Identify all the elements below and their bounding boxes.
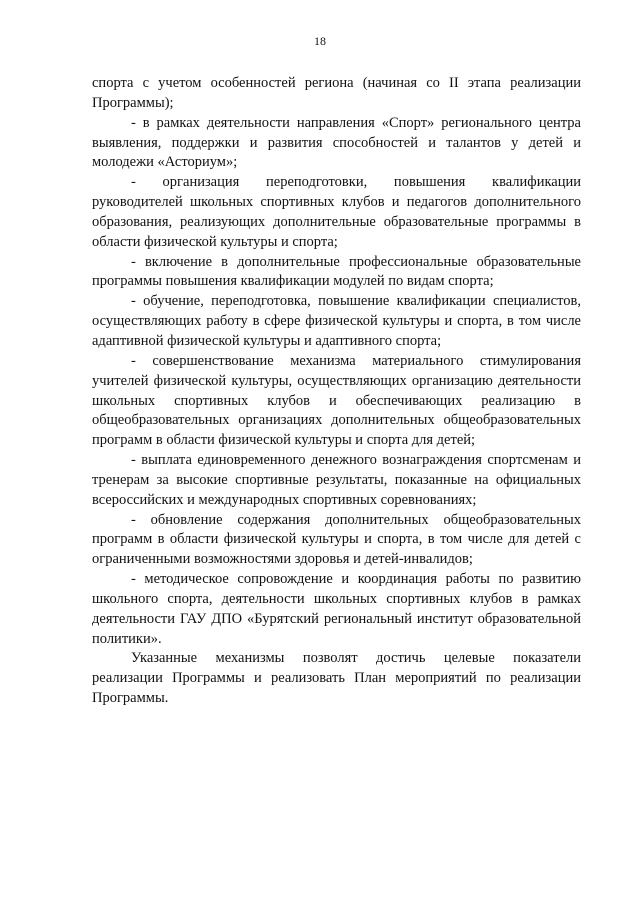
- paragraph-list-item: - обучение, переподготовка, повышение квалификации специалистов, осуществляющих работу в сфере физической культуры и спорта, в том числе адаптивной физической культуры и адаптивного спорта;: [92, 293, 581, 349]
- paragraph-conclusion: Указанные механизмы позволят достичь целевые показатели реализации Программы и реализовать План мероприятий по реализации Программы.: [92, 650, 581, 707]
- paragraph-list-item: - обновление содержания дополнительных общеобразовательных программ в области физической культуры и спорта, в том числе для детей с ограниченными возможностями здоровья и детей-инвалидов;: [92, 511, 581, 568]
- paragraph-list-item: - организация переподготовки, повышения квалификации руководителей школьных спортивных клубов и педагогов дополнительного образования, реализующих дополнительные образовательные программы в области физической культуры и спорта;: [92, 174, 581, 250]
- paragraph-list-item: - в рамках деятельности направления «Спорт» регионального центра выявления, поддержки и развития способностей и талантов у детей и молодежи «Асториум»;: [92, 114, 581, 171]
- paragraph-list-item: - включение в дополнительные профессиональные образовательные программы повышения квалификации модулей по видам спорта;: [92, 253, 581, 290]
- paragraph-list-item: - совершенствование механизма материального стимулирования учителей физической культуры, осуществляющих организацию деятельности школьных спортивных клубов и обеспечивающих реализацию в общеобразовательных организациях дополнительных общеобразовательных программ в области физической культуры и спорта для детей;: [92, 352, 581, 449]
- document-body: [92, 74, 581, 709]
- paragraph-continuation: спорта с учетом особенностей региона (начиная со II этапа реализации Программы);: [92, 75, 581, 111]
- paragraph-list-item: - выплата единовременного денежного вознаграждения спортсменам и тренерам за высокие спортивные результаты, показанные на официальных всероссийских и международных спортивных соревнованиях;: [92, 452, 581, 508]
- paragraph-list-item: - методическое сопровождение и координация работы по развитию школьного спорта, деятельности школьных спортивных клубов в рамках деятельности ГАУ ДПО «Бурятский региональный институт образовательной политики».: [92, 571, 581, 647]
- page-number: 18: [314, 34, 326, 48]
